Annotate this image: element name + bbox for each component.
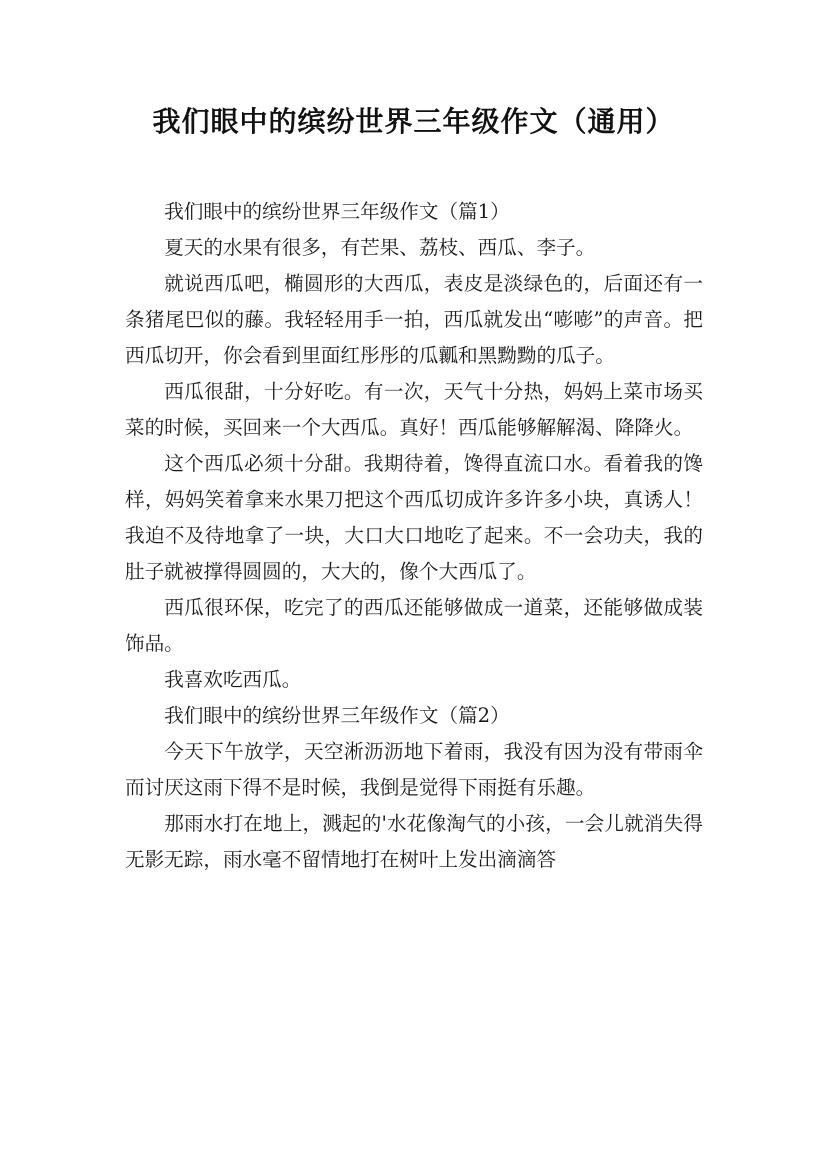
paragraph: 西瓜很甜，十分好吃。有一次，天气十分热，妈妈上菜市场买菜的时候，买回来一个大西瓜。真好！西瓜能够解解渴、降降火。 — [125, 380, 703, 439]
paragraph: 我喜欢吃西瓜。 — [164, 668, 302, 691]
paragraph: 西瓜很环保，吃完了的西瓜还能够做成一道菜，还能够做成装饰品。 — [125, 596, 703, 655]
section-heading-1: 我们眼中的缤纷世界三年级作文（篇1） — [164, 200, 510, 223]
paragraph: 那雨水打在地上，溅起的'水花像淘气的小孩，一会儿就消失得无影无踪，雨水毫不留情地打在树叶上发出滴滴答 — [125, 812, 703, 871]
document-title: 我们眼中的缤纷世界三年级作文（通用） — [152, 105, 675, 138]
paragraph: 这个西瓜必须十分甜。我期待着，馋得直流口水。看着我的馋样，妈妈笑着拿来水果刀把这个西瓜切成许多许多小块，真诱人！我迫不及待地拿了一块，大口大口地吃了起来。不一会功夫，我的肚子就被撑得圆圆的，大大的，像个大西瓜了。 — [125, 452, 703, 583]
paragraph: 夏天的水果有很多，有芒果、荔枝、西瓜、李子。 — [164, 236, 596, 259]
paragraph: 就说西瓜吧，椭圆形的大西瓜，表皮是淡绿色的，后面还有一条猪尾巴似的藤。我轻轻用手一拍，西瓜就发出“嘭嘭”的声音。把西瓜切开，你会看到里面红彤彤的瓜瓤和黑黝黝的瓜子。 — [125, 272, 703, 367]
document-body — [125, 194, 703, 878]
section-heading-2: 我们眼中的缤纷世界三年级作文（篇2） — [164, 704, 510, 727]
paragraph: 今天下午放学，天空淅沥沥地下着雨，我没有因为没有带雨伞而讨厌这雨下得不是时候，我倒是觉得下雨挺有乐趣。 — [125, 740, 703, 799]
